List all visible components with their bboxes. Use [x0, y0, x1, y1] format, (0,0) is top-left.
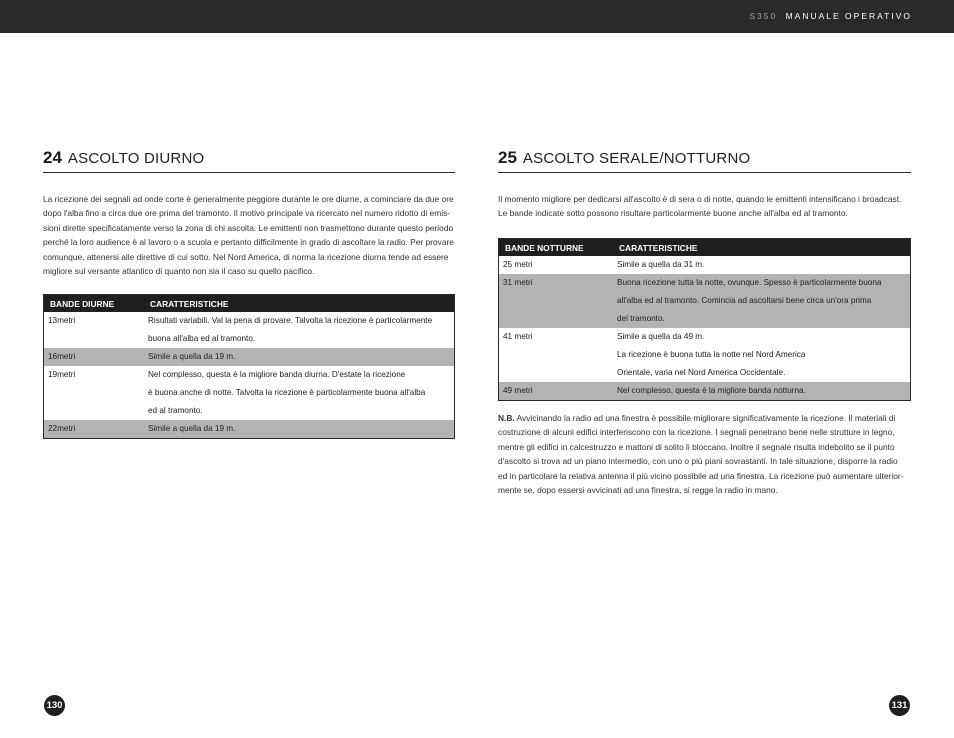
table-row	[44, 348, 455, 366]
page-number-right: 131	[889, 695, 910, 716]
section-number: 24	[43, 148, 62, 167]
cell-line: Simile a quella da 19 m.	[148, 352, 236, 361]
table-header-row	[499, 239, 911, 257]
cell-line: Nel complesso, questa è la migliore banda notturna.	[617, 386, 806, 395]
cell-line: Risultati variabili. Val la pena di provare. Talvolta la ricezione è particolarmente	[148, 316, 433, 325]
intro-paragraph	[498, 192, 911, 221]
cell-line: all'alba ed al tramonto. Comincia ad ascoltarsi bene circa un'ora prima	[617, 296, 872, 305]
page-number-left: 130	[44, 695, 65, 716]
text-line: d'ascolto si trova ad un piano intermedio, con uno o più piani sovrastanti. In tale situazione, disporre la radio	[498, 456, 898, 467]
note-paragraph	[498, 411, 911, 497]
text-line	[498, 411, 911, 425]
table-row	[499, 382, 911, 401]
table-row	[44, 366, 455, 420]
intro-paragraph	[43, 192, 455, 278]
band-cell: 22metri	[44, 420, 145, 439]
characteristics-cell	[613, 256, 911, 274]
column-header-band: BANDE DIURNE	[44, 295, 145, 313]
characteristics-cell	[144, 366, 455, 420]
characteristics-cell	[613, 382, 911, 401]
note-text: Avvicinando la radio ad una finestra è possibile migliorare significativamente la ricezione. Il materiali di	[516, 413, 896, 423]
band-cell: 16metri	[44, 348, 145, 366]
band-cell: 19metri	[48, 370, 76, 379]
column-header-band: BANDE NOTTURNE	[499, 239, 614, 257]
text-line: perché la loro audience è al lavoro o a scuola e pertanto difficilmente in grado di ascoltare la radio. Per provare	[43, 237, 454, 248]
text-line: migliore sul versante atlantico di quanto non sia il caso su quello pacifico.	[43, 266, 315, 277]
characteristics-cell	[613, 274, 911, 328]
night-bands-table	[498, 238, 911, 401]
section-title: ASCOLTO DIURNO	[67, 150, 205, 167]
manual-title: MANUALE OPERATIVO	[785, 11, 912, 21]
table-row	[44, 312, 455, 348]
band-cell: 13metri	[48, 316, 76, 325]
column-header-characteristics: CARATTERISTICHE	[144, 295, 455, 313]
section-number: 25	[498, 148, 517, 167]
characteristics-cell	[144, 348, 455, 366]
text-line: mentre gli edifici in calcestruzzo e mattoni di solito li bloccano. Inoltre il segnale risulta indebolito se il punto	[498, 441, 895, 452]
cell-line: La ricezione è buona tutta la notte nel Nord America	[617, 350, 806, 359]
cell-line: Simile a quella da 19 m.	[148, 424, 236, 433]
table-header-row	[44, 295, 455, 313]
text-line: Le bande indicate sotto possono risultare particolarmente buone anche all'alba ed al tramonto.	[498, 208, 848, 219]
top-header-bar	[0, 0, 954, 33]
text-line: costruzione di alcuni edifici interferiscono con la ricezione. I segnali penetrano bene nelle strutture in legno,	[498, 427, 895, 438]
cell-line: Nel complesso, questa è la migliore banda diurna. D'estate la ricezione	[148, 370, 406, 379]
note-label: N.B.	[498, 413, 515, 423]
cell-line: buona all'alba ed al tramonto.	[148, 334, 256, 343]
table-row	[499, 328, 911, 382]
cell-line: Orientale, varia nel Nord America Occidentale.	[617, 368, 786, 377]
section-title: ASCOLTO SERALE/NOTTURNO	[522, 150, 751, 167]
characteristics-cell	[144, 420, 455, 439]
band-cell: 25 metri	[503, 260, 533, 269]
text-line: comunque, attenersi alle direttive di cui sotto. Nel Nord America, di norma la ricezione diurna tende ad essere	[43, 251, 449, 262]
band-cell: 41 metri	[503, 332, 533, 341]
column-header-characteristics: CARATTERISTICHE	[613, 239, 911, 257]
characteristics-cell	[613, 328, 911, 382]
table-row	[499, 256, 911, 274]
cell-line: è buona anche di notte. Talvolta la ricezione è particolarmente buona all'alba	[148, 388, 426, 397]
cell-line: Simile a quella da 31 m.	[617, 260, 705, 269]
day-bands-table	[43, 294, 455, 439]
text-line: sioni dirette specificatamente verso la zona di chi ascolta. Le emittenti non trasmettono durante questo periodo	[43, 222, 454, 233]
cell-line: Simile a quella da 49 m.	[617, 332, 705, 341]
band-cell: 49 metri	[499, 382, 614, 401]
text-line: Il momento migliore per dedicarsi all'ascolto è di sera o di notte, quando le emittenti intensificano i broadcast.	[498, 194, 902, 204]
section-heading-24	[43, 148, 455, 173]
characteristics-cell	[144, 312, 455, 348]
cell-line: del tramonto.	[617, 314, 665, 323]
text-line: La ricezione dei segnali ad onde corte è generalmente peggiore durante le ore diurne, a cominciare da due ore	[43, 194, 454, 204]
text-line: ed in particolare la relativa antenna il più vicino possibile ad una finestra. La ricezione può aumentare ulterior-	[498, 470, 904, 481]
model-name: S350	[749, 11, 778, 21]
table-row	[499, 274, 911, 328]
table-row	[44, 420, 455, 439]
manual-brand	[749, 11, 912, 21]
section-heading-25	[498, 148, 911, 173]
cell-line: Buona ricezione tutta la notte, ovunque. Spesso è particolarmente buona	[617, 278, 882, 287]
band-cell: 31 metri	[499, 274, 614, 328]
text-line: dopo l'alba fino a circa due ore prima del tramonto. Il motivo principale va ricercato nel numero ridotto di emis-	[43, 208, 451, 219]
cell-line: ed al tramonto.	[148, 406, 203, 415]
text-line: mente se, dopo essersi avvicinati ad una finestra, si regge la radio in mano.	[498, 485, 778, 496]
